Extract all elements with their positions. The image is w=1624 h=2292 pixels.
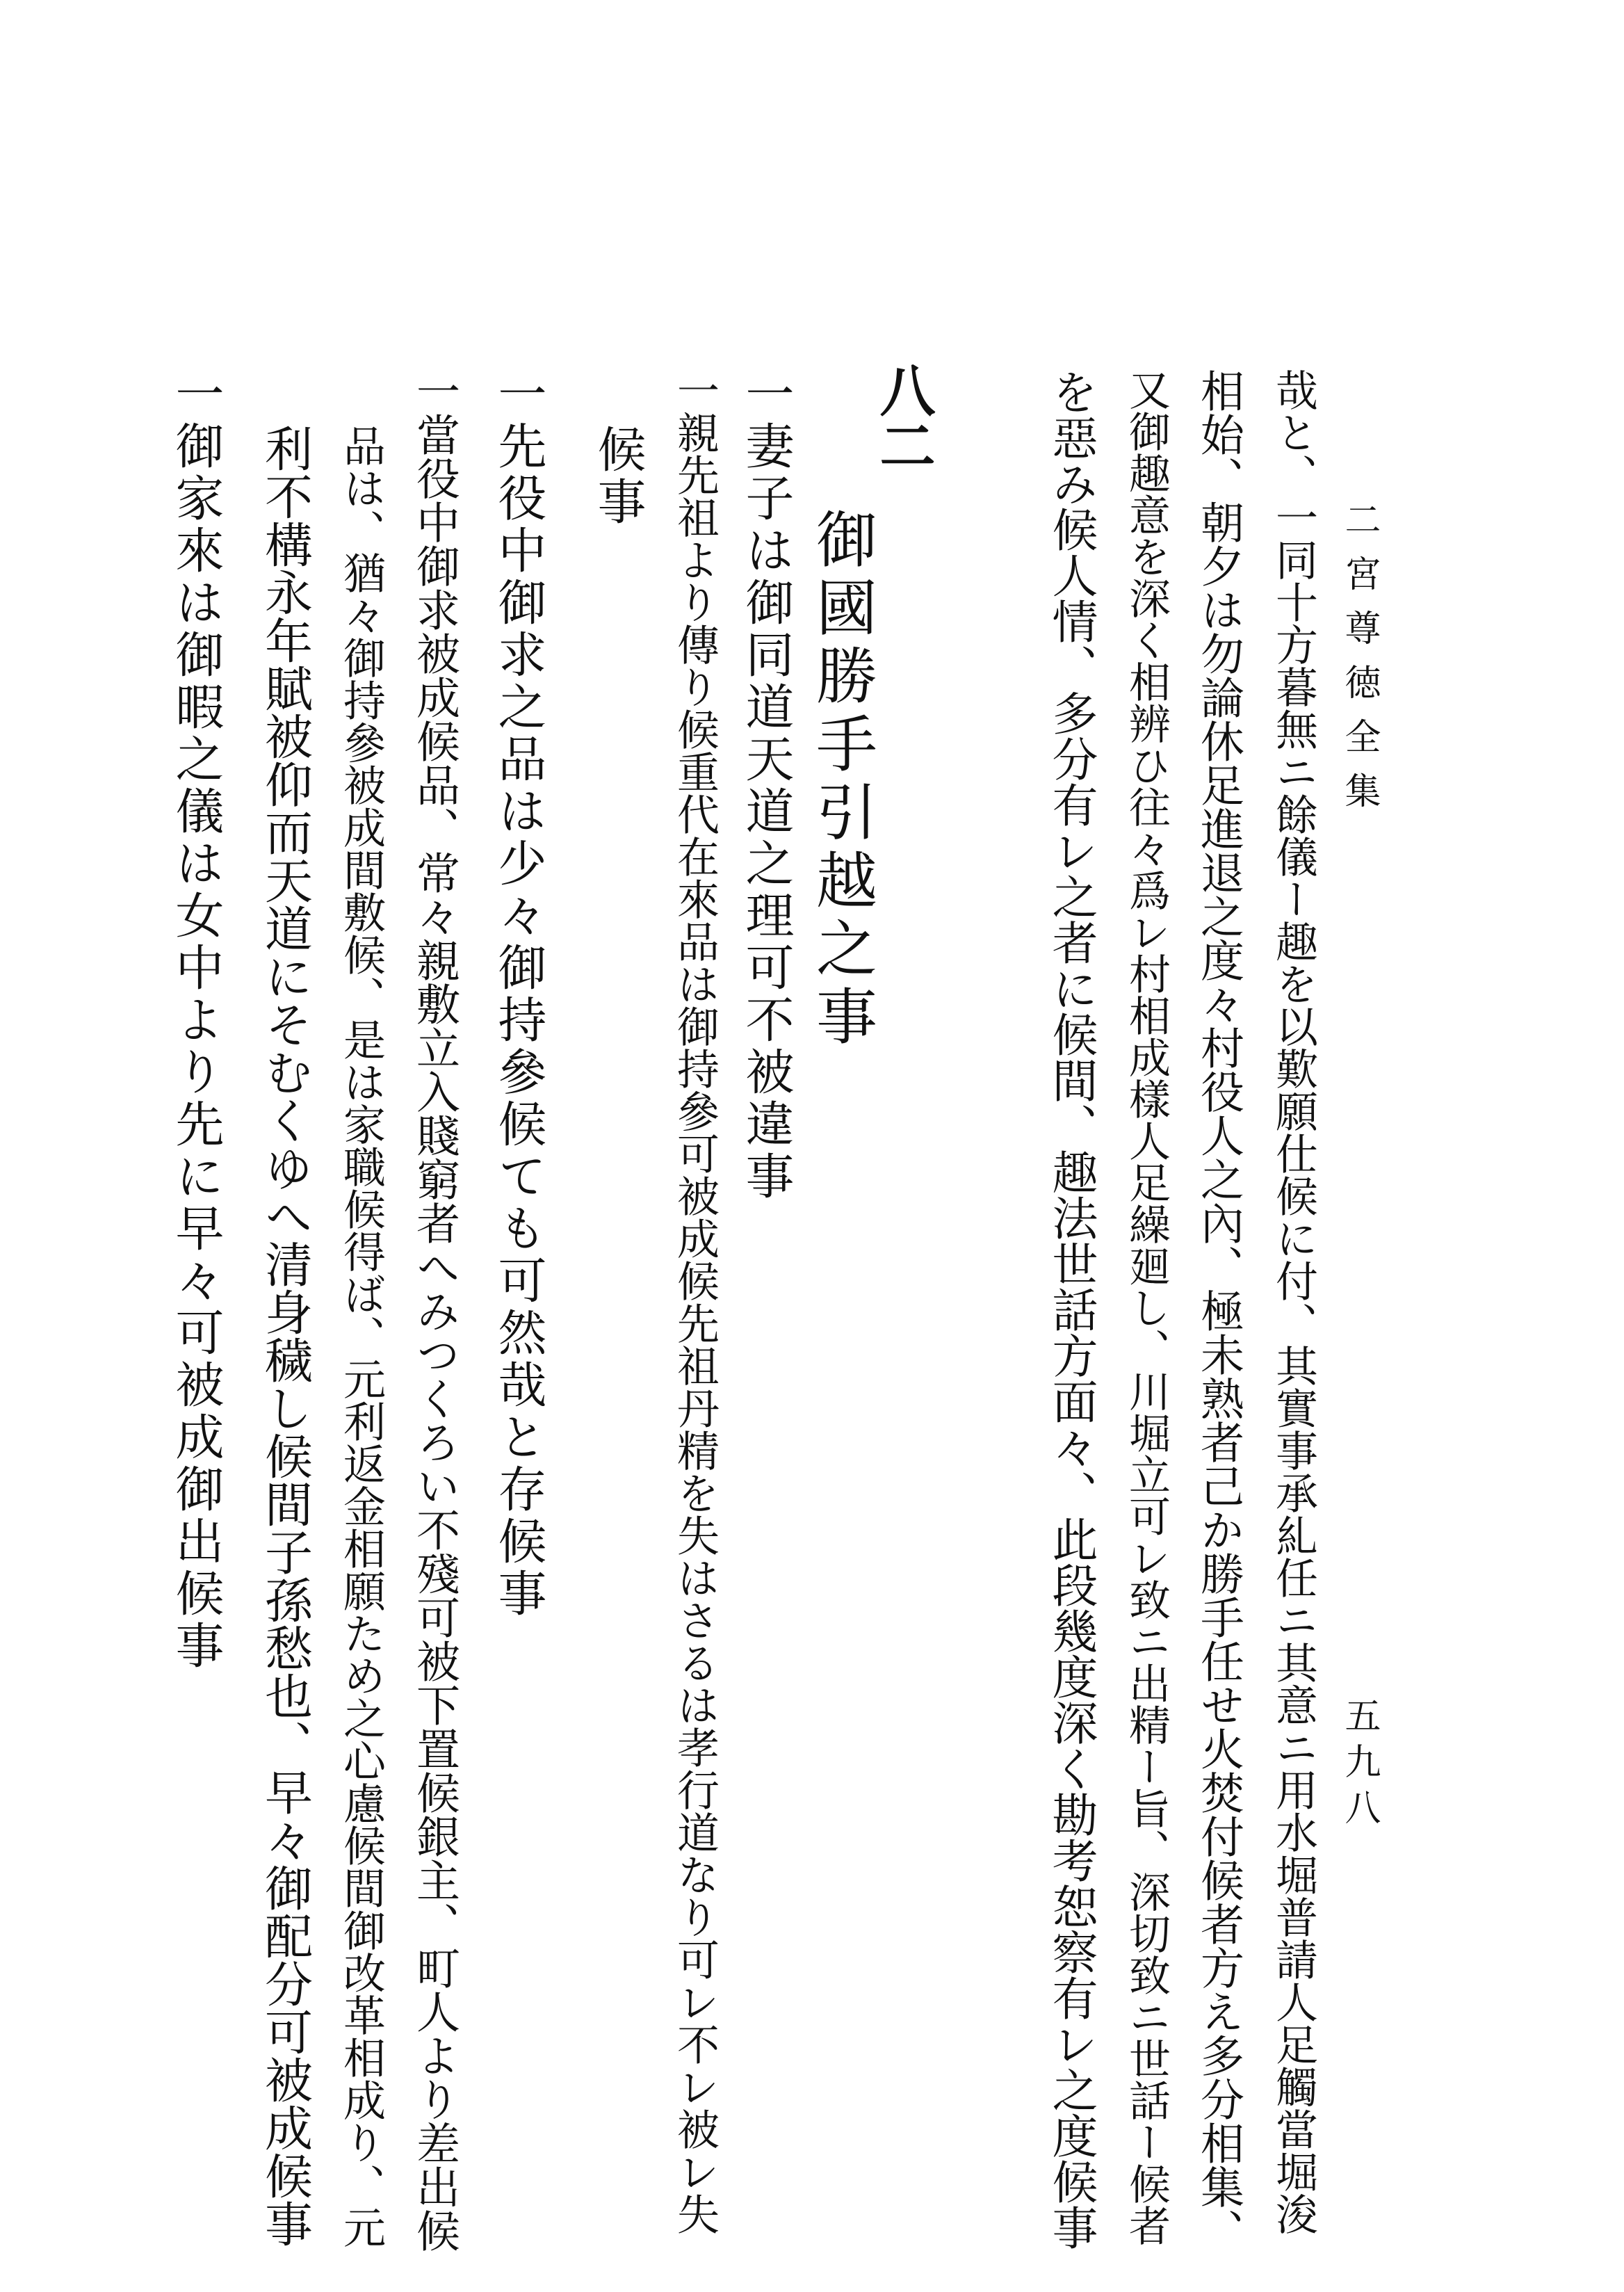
article-line-6: 品は、猶々御持參被成間敷候、是は家職候得ば、元利返金相願ため之心慮候間御改革相成り、元 — [336, 424, 386, 2248]
article-line-1: 一妻子は御同道天道之理可不被違事 — [738, 369, 795, 1203]
article-line-5: 一當役中御求被成候品、常々親敷立入賤窮者へみつくろい不殘可被下置候銀主、町人より差出候 — [409, 369, 460, 2252]
section-title: 御國勝手引越之事 — [806, 508, 878, 1053]
article-line-8: 一御家來は御暇之儀は女中より先に早々可被成御出候事 — [168, 369, 225, 1672]
running-title: 二宮尊徳全集 — [1338, 501, 1380, 826]
article-line-2: 一親先祖より傳り候重代在來品は御持參可被成候先祖丹精を失はさるは孝行道なり可レ不レ被レ失 — [670, 369, 720, 2235]
continuation-line-2: 相始、朝夕は勿論休足進退之度々村役人之內、極未熟者己か勝手任せ火焚付候者方え多分相集、 — [1194, 369, 1244, 2252]
continuation-line-1: 哉と、一同十方暮無ニ餘儀ー趣を以歎願仕候に付、其實事承糺任ニ其意ニ用水堀普請人足觸當堀浚 — [1269, 369, 1318, 2235]
section-number: 八二 — [870, 362, 936, 473]
continuation-line-4: を惡み候人情、多分有レ之者に候間、趣法世話方面々、此段幾度深く勘考恕察有レ之度候事 — [1044, 369, 1098, 2250]
page-number: 五九八 — [1338, 1697, 1380, 1834]
article-line-4: 一先役中御求之品は少々御持參候ても可然哉と存候事 — [490, 369, 547, 1620]
article-line-3: 候事 — [590, 424, 647, 528]
article-line-7: 利不構永年賦被仰而天道にそむくゆへ清身穢し候間子孫愁也、早々御配分可被成候事 — [257, 424, 312, 2247]
continuation-line-3: 又御趣意を深く相辨ひ往々爲レ村相成樣人足繰廻し、川堀立可レ致ニ出精ー旨、深切致ニ世話ー候者 — [1122, 369, 1171, 2246]
